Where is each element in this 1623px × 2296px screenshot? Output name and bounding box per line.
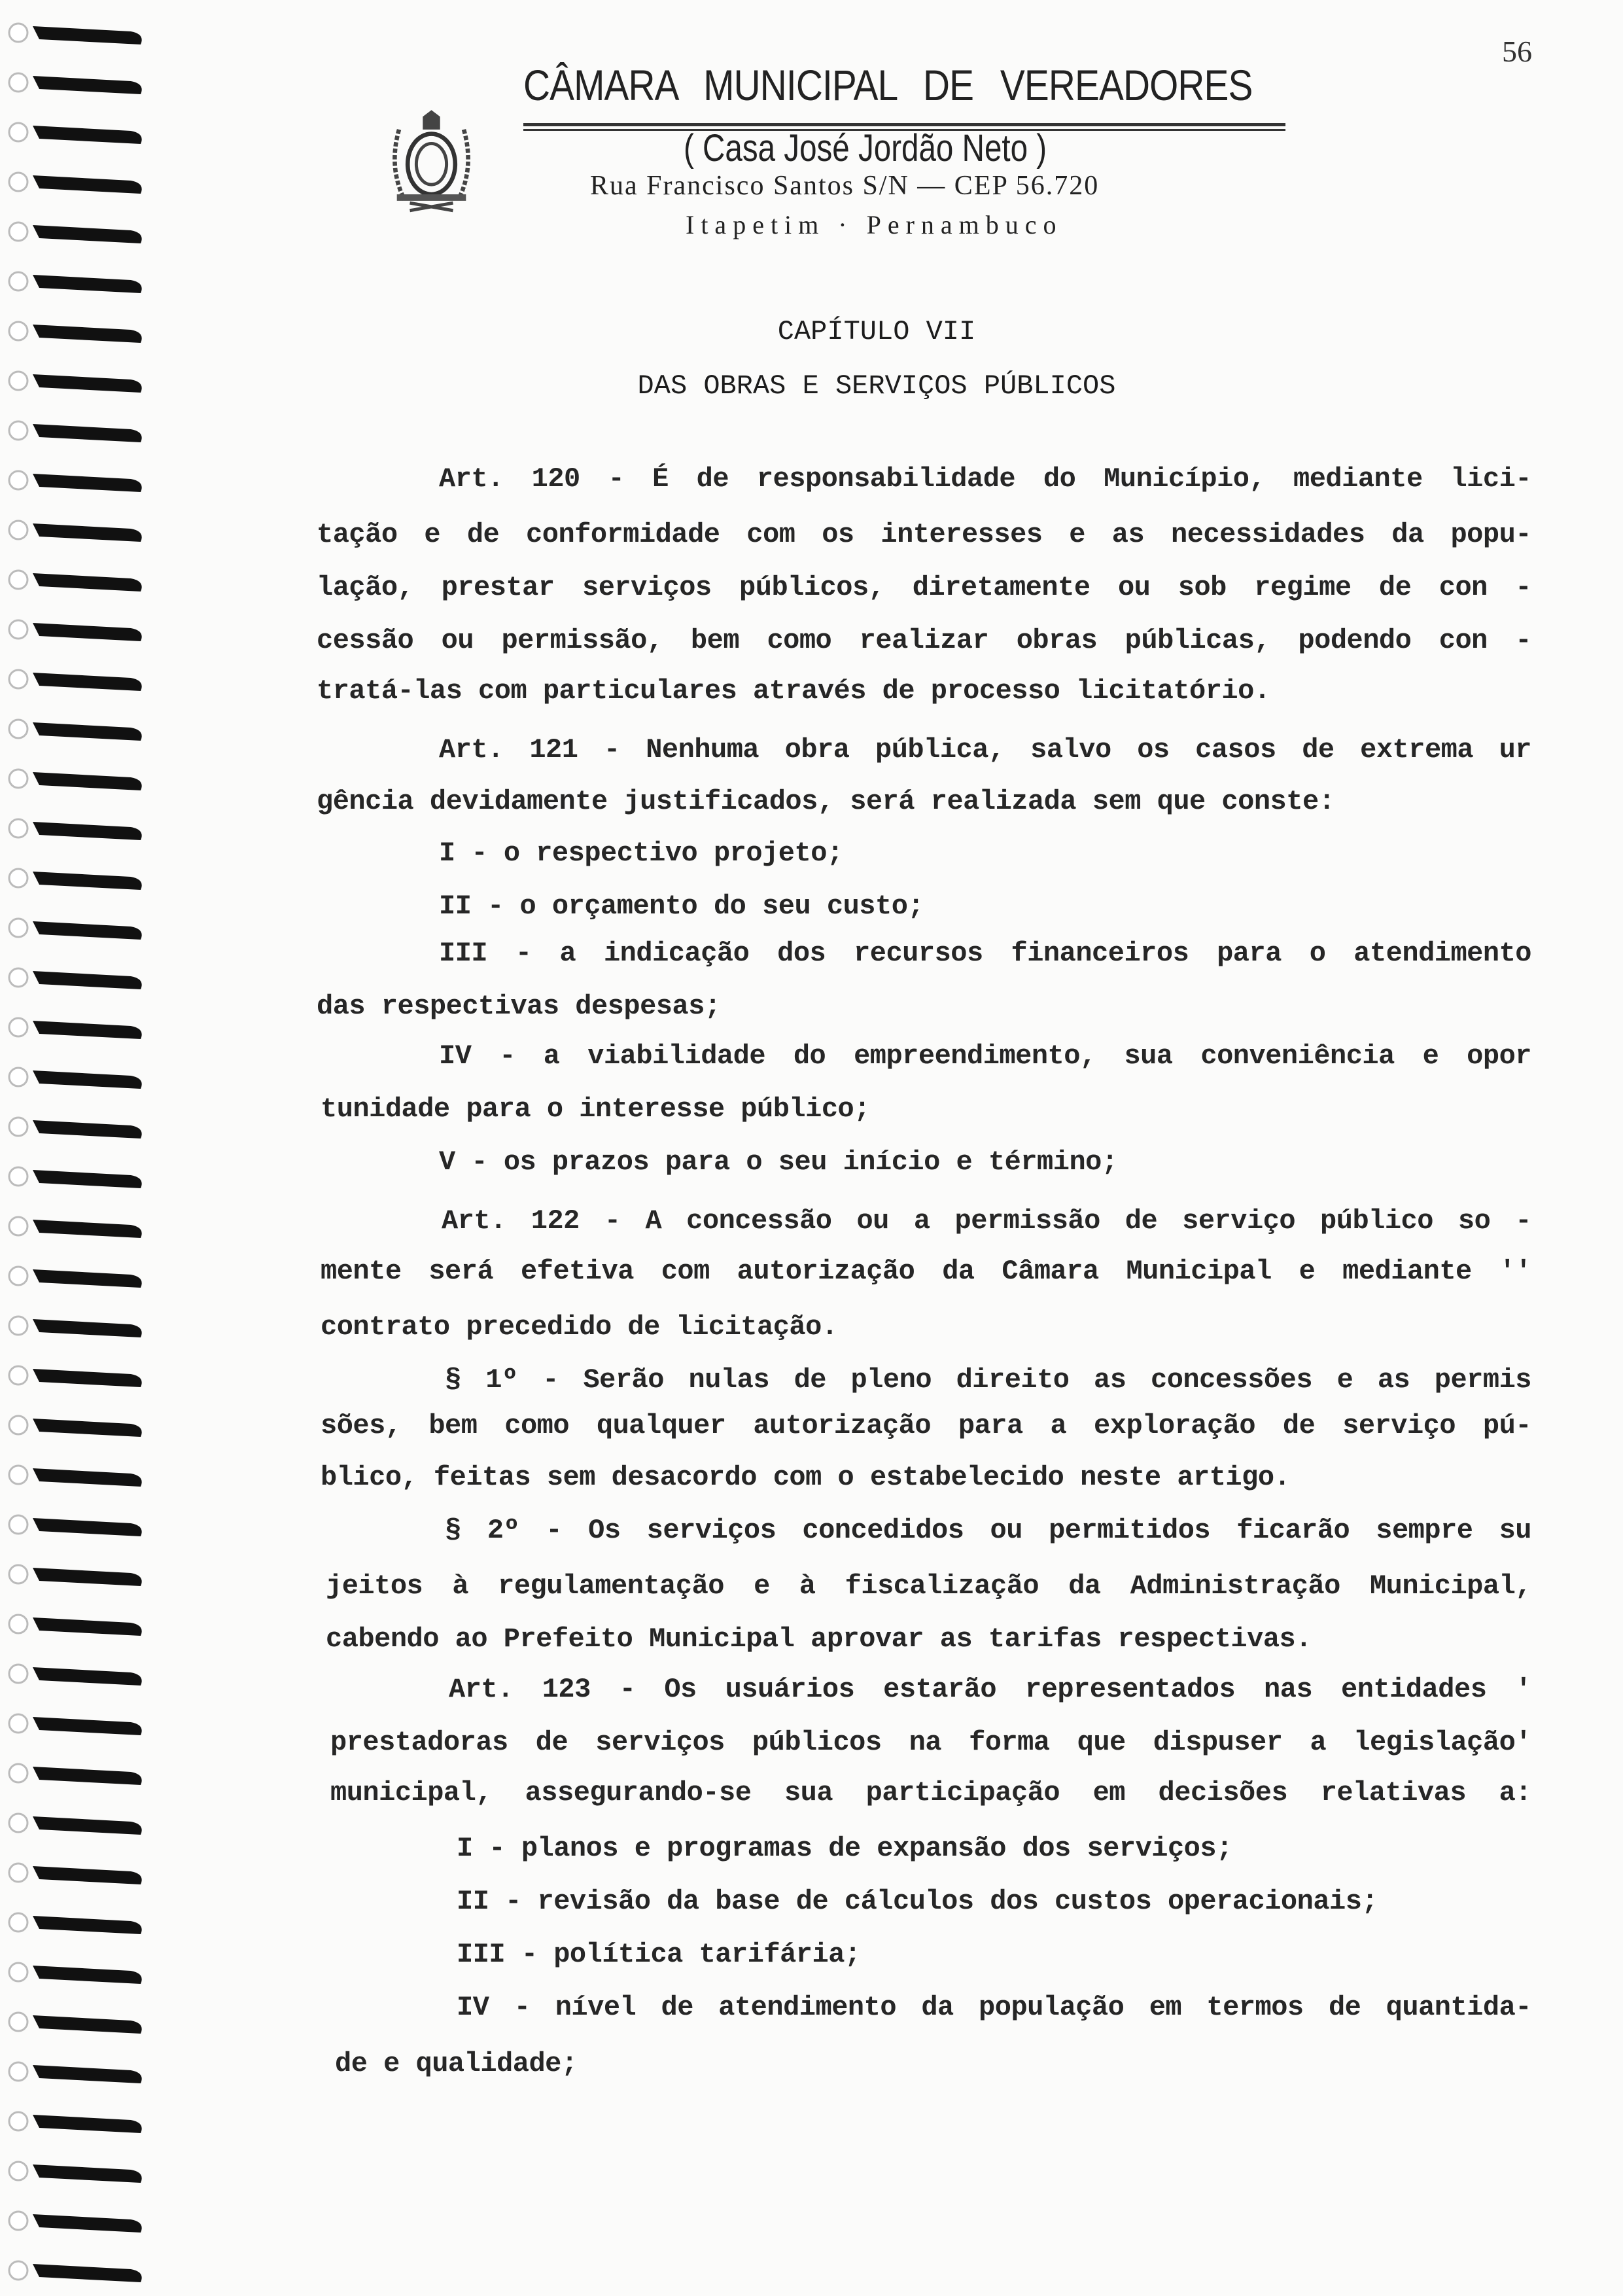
binding-hole: [9, 2212, 27, 2230]
binding-hole: [9, 421, 27, 440]
binding-hole: [9, 2013, 27, 2031]
binding-hole: [9, 1018, 27, 1036]
binding-ring: [33, 1916, 142, 1934]
binding-ring: [33, 424, 142, 442]
text-line: tratá-las com particulares através de processo licitatório.: [317, 675, 1270, 707]
binding-ring: [33, 722, 142, 741]
binding-hole: [9, 123, 27, 141]
binding-ring: [33, 2015, 142, 2034]
binding-hole: [9, 272, 27, 291]
binding-hole: [9, 1814, 27, 1832]
binding-hole: [9, 1118, 27, 1136]
text-line: V - os prazos para o seu início e término;: [439, 1146, 1118, 1178]
text-line: IV - a viabilidade do empreendimento, sua conveniência e opor: [439, 1040, 1531, 1072]
text-line: Art. 121 - Nenhuma obra pública, salvo os casos de extrema ur: [439, 734, 1531, 766]
binding-ring: [33, 126, 142, 144]
binding-hole: [9, 620, 27, 639]
text-line: Art. 122 - A concessão ou a permissão de serviço público so -: [442, 1205, 1531, 1237]
binding-hole: [9, 869, 27, 887]
binding-hole: [9, 769, 27, 788]
binding-hole: [9, 1217, 27, 1235]
text-line: II - o orçamento do seu custo;: [439, 891, 924, 922]
chapter-number: CAPÍTULO VII: [777, 316, 976, 347]
text-line: mente será efetiva com autorização da Câmara Municipal e mediante '': [321, 1256, 1531, 1287]
binding-hole: [9, 1068, 27, 1086]
binding-hole: [9, 1615, 27, 1633]
chapter-title: DAS OBRAS E SERVIÇOS PÚBLICOS: [637, 370, 1116, 402]
binding-hole: [9, 720, 27, 738]
binding-ring: [33, 1866, 142, 1884]
binding-ring: [33, 1568, 142, 1586]
text-line: cessão ou permissão, bem como realizar obras públicas, podendo con -: [317, 625, 1531, 656]
binding-hole: [9, 173, 27, 191]
binding-ring: [33, 225, 142, 243]
binding-ring: [33, 1369, 142, 1387]
binding-ring: [33, 1220, 142, 1238]
text-line: prestadoras de serviços públicos na forma que dispuser a legislação': [330, 1727, 1531, 1758]
binding-ring: [33, 573, 142, 592]
binding-hole: [9, 571, 27, 589]
binding-hole: [9, 968, 27, 987]
binding-ring: [33, 772, 142, 790]
binding-ring: [33, 1667, 142, 1686]
binding-ring: [33, 971, 142, 989]
binding-ring: [33, 822, 142, 840]
binding-ring: [33, 26, 142, 44]
binding-hole: [9, 2261, 27, 2280]
binding-hole: [9, 1913, 27, 1932]
text-line: II - revisão da base de cálculos dos custos operacionais;: [457, 1886, 1378, 1917]
text-line: § 1º - Serão nulas de pleno direito as concessões e as permis: [445, 1364, 1531, 1396]
binding-ring: [33, 523, 142, 542]
binding-ring: [33, 1518, 142, 1536]
binding-ring: [33, 1070, 142, 1089]
text-line: contrato precedido de licitação.: [321, 1311, 838, 1343]
text-line: III - a indicação dos recursos financeiros para o atendimento: [439, 938, 1531, 969]
text-line: jeitos à regulamentação e à fiscalização da Administração Municipal,: [326, 1570, 1531, 1602]
binding-ring: [33, 2115, 142, 2133]
text-line: Art. 123 - Os usuários estarão representados nas entidades ': [449, 1674, 1531, 1705]
binding-ring: [33, 474, 142, 492]
binding-ring: [33, 2065, 142, 2083]
binding-ring: [33, 1468, 142, 1487]
binding-ring: [33, 2214, 142, 2233]
binding-ring: [33, 1767, 142, 1785]
binding-ring: [33, 1120, 142, 1139]
binding-ring: [33, 1269, 142, 1288]
binding-ring: [33, 921, 142, 940]
text-line: I - planos e programas de expansão dos serviços;: [457, 1833, 1232, 1864]
text-line: tação e de conformidade com os interesses e as necessidades da popu-: [317, 519, 1531, 550]
binding-hole: [9, 73, 27, 92]
binding-hole: [9, 1565, 27, 1583]
binding-hole: [9, 1963, 27, 1981]
binding-hole: [9, 24, 27, 42]
binding-hole: [9, 1515, 27, 1534]
binding-hole: [9, 1466, 27, 1484]
text-line: blico, feitas sem desacordo com o estabelecido neste artigo.: [321, 1462, 1291, 1493]
address: Rua Francisco Santos S/N — CEP 56.720: [590, 171, 1100, 201]
binding-ring: [33, 623, 142, 641]
text-line: Art. 120 - É de responsabilidade do Município, mediante lici-: [439, 463, 1531, 495]
text-line: IV - nível de atendimento da população em termos de quantida-: [457, 1992, 1531, 2023]
binding-hole: [9, 2062, 27, 2081]
binding-hole: [9, 1366, 27, 1385]
text-line: sões, bem como qualquer autorização para a exploração de serviço pú-: [321, 1410, 1531, 1441]
binding-ring: [33, 175, 142, 194]
page-number: 56: [1502, 35, 1532, 68]
binding-ring: [33, 275, 142, 293]
binding-hole: [9, 1764, 27, 1782]
text-line: § 2º - Os serviços concedidos ou permitidos ficarão sempre su: [445, 1515, 1531, 1546]
binding-hole: [9, 1714, 27, 1733]
binding-ring: [33, 1021, 142, 1039]
binding-hole: [9, 222, 27, 241]
binding-ring: [33, 1717, 142, 1735]
institution-subtitle: ( Casa José Jordão Neto ): [684, 127, 1047, 169]
binding-hole: [9, 521, 27, 539]
text-line: de e qualidade;: [335, 2048, 578, 2079]
institution-name: CÂMARA MUNICIPAL DE VEREADORES: [523, 61, 1253, 109]
text-line: cabendo ao Prefeito Municipal aprovar as tarifas respectivas.: [326, 1623, 1312, 1655]
binding-ring: [33, 872, 142, 890]
text-line: gência devidamente justificados, será realizada sem que conste:: [317, 786, 1335, 817]
text-line: das respectivas despesas;: [317, 991, 721, 1022]
binding-ring: [33, 1617, 142, 1636]
city: Itapetim · Pernambuco: [686, 210, 1063, 239]
binding-hole: [9, 2112, 27, 2130]
text-line: tunidade para o interesse público;: [321, 1093, 870, 1125]
binding-hole: [9, 819, 27, 838]
binding-ring: [33, 1319, 142, 1337]
binding-hole: [9, 2162, 27, 2180]
binding-hole: [9, 1665, 27, 1683]
binding-hole: [9, 1863, 27, 1882]
text-line: lação, prestar serviços públicos, diretamente ou sob regime de con -: [317, 572, 1531, 603]
binding-ring: [33, 673, 142, 691]
coat-of-arms-icon: [374, 108, 489, 216]
text-line: III - política tarifária;: [457, 1939, 861, 1970]
binding-hole: [9, 1416, 27, 1434]
binding-hole: [9, 1267, 27, 1285]
binding-hole: [9, 471, 27, 489]
text-line: I - o respectivo projeto;: [439, 838, 843, 869]
binding-ring: [33, 2164, 142, 2183]
binding-hole: [9, 1316, 27, 1335]
binding-ring: [33, 1816, 142, 1835]
binding-ring: [33, 1419, 142, 1437]
binding-hole: [9, 1167, 27, 1186]
text-line: municipal, assegurando-se sua participação em decisões relativas a:: [330, 1777, 1531, 1809]
binding-hole: [9, 670, 27, 688]
binding-hole: [9, 919, 27, 937]
binding-ring: [33, 1966, 142, 1984]
binding-ring: [33, 2264, 142, 2282]
binding-ring: [33, 1170, 142, 1188]
binding-ring: [33, 76, 142, 94]
